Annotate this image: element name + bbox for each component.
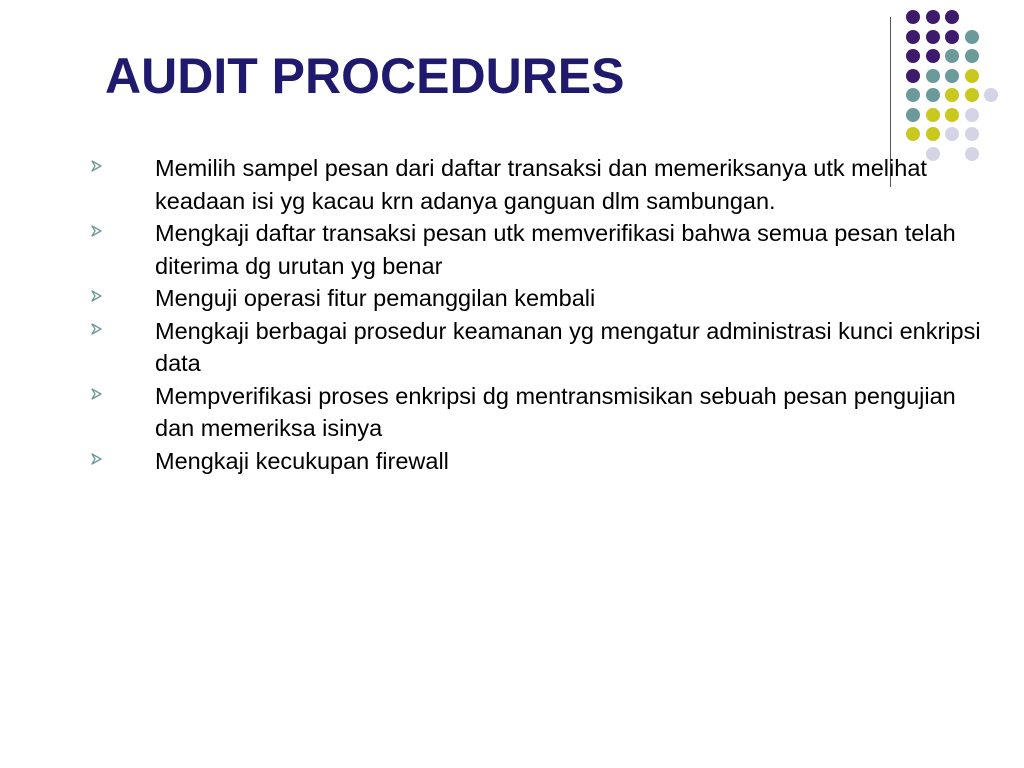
purple-dot-icon <box>945 30 959 44</box>
teal-dot-icon <box>926 88 940 102</box>
purple-dot-icon <box>906 10 920 24</box>
purple-dot-icon <box>926 49 940 63</box>
slide-title: AUDIT PROCEDURES <box>105 48 625 104</box>
teal-dot-icon <box>906 88 920 102</box>
bullet-item <box>90 315 990 380</box>
yellow-dot-icon <box>945 88 959 102</box>
bullet-text: Mempverifikasi proses enkripsi dg mentransmisikan sebuah pesan pengujian dan memeriksa isinya <box>155 382 956 441</box>
yellow-dot-icon <box>926 127 940 141</box>
yellow-dot-icon <box>906 127 920 141</box>
purple-dot-icon <box>926 30 940 44</box>
lavender-dot-icon <box>965 127 979 141</box>
teal-dot-icon <box>945 69 959 83</box>
teal-dot-icon <box>965 30 979 44</box>
bullet-text: Menguji operasi fitur pemanggilan kembali <box>155 285 596 311</box>
bullet-text: Mengkaji kecukupan firewall <box>155 447 449 474</box>
bullet-item <box>90 282 990 315</box>
bullet-item <box>90 380 990 445</box>
arrowhead-bullet-icon <box>90 386 104 402</box>
lavender-dot-icon <box>965 108 979 122</box>
bullet-list <box>90 152 990 477</box>
purple-dot-icon <box>906 69 920 83</box>
arrowhead-bullet-icon <box>90 288 104 304</box>
yellow-dot-icon <box>945 108 959 122</box>
lavender-dot-icon <box>984 88 998 102</box>
purple-dot-icon <box>906 49 920 63</box>
purple-dot-icon <box>945 10 959 24</box>
teal-dot-icon <box>965 49 979 63</box>
arrowhead-bullet-icon <box>90 223 104 239</box>
teal-dot-icon <box>906 108 920 122</box>
decorative-dot-grid <box>906 10 1010 170</box>
teal-dot-icon <box>926 69 940 83</box>
yellow-dot-icon <box>965 88 979 102</box>
yellow-dot-icon <box>926 108 940 122</box>
bullet-item <box>90 152 990 217</box>
purple-dot-icon <box>926 10 940 24</box>
bullet-text: Memilih sampel pesan dari daftar transaksi dan memeriksanya utk melihat keadaan isi yg kacau krn adanya ganguan dlm sambungan. <box>155 155 927 214</box>
bullet-item <box>90 217 990 282</box>
yellow-dot-icon <box>965 69 979 83</box>
lavender-dot-icon <box>945 127 959 141</box>
bullet-text: Mengkaji berbagai prosedur keamanan yg mengatur administrasi kunci enkripsi data <box>155 317 981 376</box>
bullet-item <box>90 445 990 478</box>
teal-dot-icon <box>945 49 959 63</box>
arrowhead-bullet-icon <box>90 451 104 467</box>
arrowhead-bullet-icon <box>90 321 104 337</box>
bullet-text: Mengkaji daftar transaksi pesan utk memverifikasi bahwa semua pesan telah diterima dg urutan yg benar <box>155 220 956 279</box>
purple-dot-icon <box>906 30 920 44</box>
arrowhead-bullet-icon <box>90 158 104 174</box>
